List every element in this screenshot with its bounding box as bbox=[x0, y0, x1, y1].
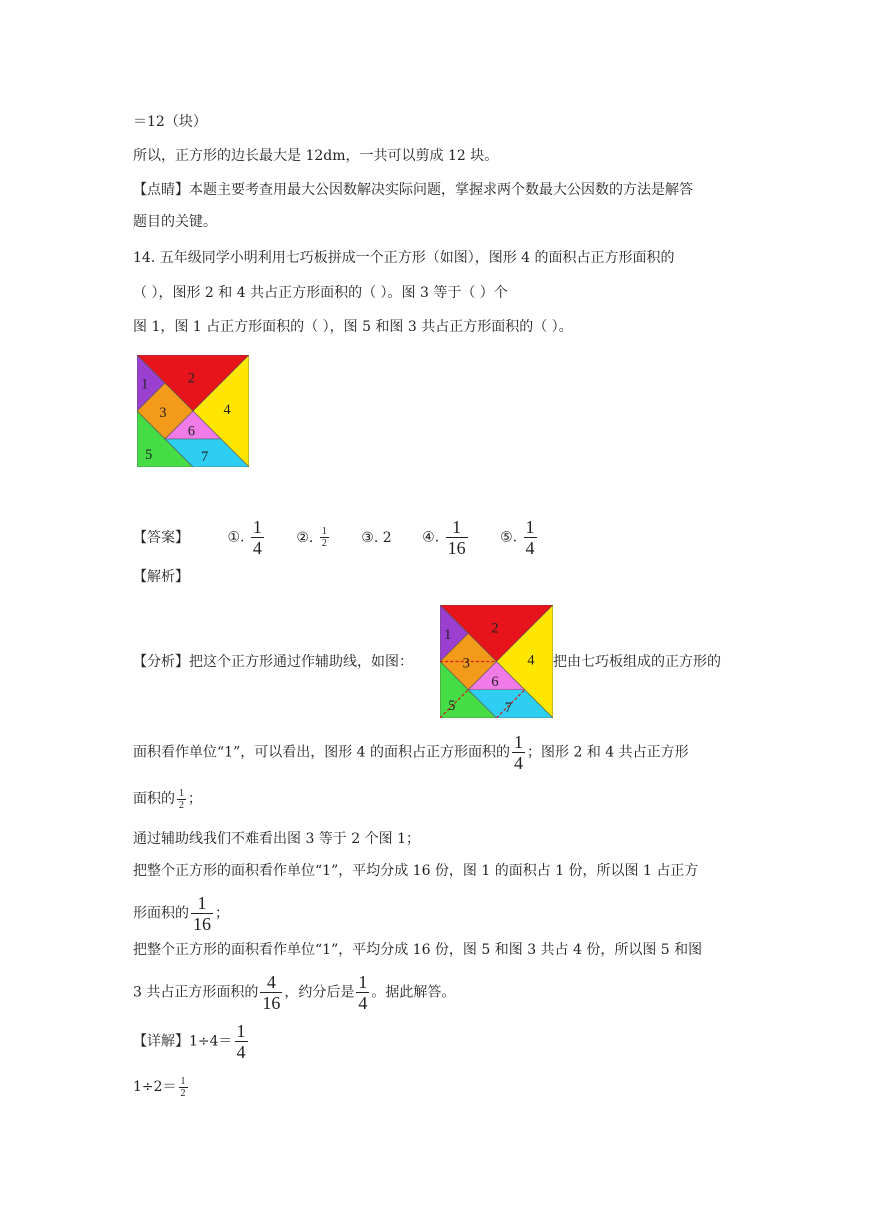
piece-label: 7 bbox=[504, 699, 512, 716]
piece-label: 6 bbox=[491, 674, 499, 691]
text-line: 题目的关键。 bbox=[133, 214, 217, 230]
fraction: $\frac{1}{16}$ bbox=[193, 893, 211, 934]
answer-label: 【答案】 bbox=[133, 529, 189, 546]
question-stem: 14. 五年级同学小明利用七巧板拼成一个正方形（如图），图形 4 的面积占正方形面积的 bbox=[133, 250, 675, 266]
text-line: 【点睛】本题主要考查用最大公因数解决实际问题，掌握求两个数最大公因数的方法是解答 bbox=[133, 182, 693, 198]
fraction: $\frac{1}{4}$ bbox=[236, 1021, 246, 1062]
answer-item: ⑤. $\frac{1}{4}$ bbox=[500, 517, 535, 558]
fraction: $\frac{1}{4}$ bbox=[252, 517, 262, 558]
piece-label: 3 bbox=[159, 405, 167, 422]
fraction: $\frac{1}{2}$ bbox=[179, 787, 184, 811]
analysis-text: 把整个正方形的面积看作单位“1”，平均分成 16 份，图 5 和图 3 共占 4 份，所以图 5 和图 bbox=[133, 942, 703, 958]
fraction: $\frac{1}{16}$ bbox=[447, 517, 466, 558]
piece-label: 2 bbox=[187, 370, 196, 387]
question-stem: （ ），图形 2 和 4 共占正方形面积的（ ）。图 3 等于（ ）个 bbox=[133, 285, 508, 301]
piece-label: 6 bbox=[187, 423, 196, 440]
fraction: $\frac{1}{4}$ bbox=[525, 517, 535, 558]
piece-label: 4 bbox=[223, 402, 231, 419]
analysis-text: 把由七巧板组成的正方形的 bbox=[553, 654, 721, 670]
piece-label: 3 bbox=[462, 655, 470, 672]
analysis-text: 3 共占正方形面积的 $\frac{4}{16}$ ，约分后是 $\frac{1}{4}$ 。据此解答。 bbox=[133, 972, 456, 1013]
piece-label: 1 bbox=[141, 376, 149, 393]
fraction: $\frac{1}{2}$ bbox=[180, 1075, 186, 1099]
detail-text: 1÷2＝ $\frac{1}{2}$ bbox=[133, 1075, 186, 1099]
answer-item: ②. $\frac{1}{2}$ bbox=[296, 526, 327, 549]
fraction: $\frac{1}{4}$ bbox=[514, 732, 524, 773]
text-line: 所以，正方形的边长最大是 12dm，一共可以剪成 12 块。 bbox=[133, 148, 499, 164]
fraction: $\frac{1}{4}$ bbox=[358, 972, 368, 1013]
piece-label: 7 bbox=[201, 448, 209, 465]
piece-label: 4 bbox=[527, 652, 535, 669]
detail-text: 【详解】1÷4＝ $\frac{1}{4}$ bbox=[133, 1021, 246, 1062]
question-stem: 图 1，图 1 占正方形面积的（ ），图 5 和图 3 共占正方形面积的（ ）。 bbox=[133, 319, 573, 335]
analysis-text: 把整个正方形的面积看作单位“1”，平均分成 16 份，图 1 的面积占 1 份，所以图 1 占正方 bbox=[133, 863, 699, 879]
answer-item: ③. 2 bbox=[361, 529, 392, 546]
analysis-text: 【分析】把这个正方形通过作辅助线，如图： bbox=[133, 654, 413, 670]
analysis-text: 通过辅助线我们不难看出图 3 等于 2 个图 1； bbox=[133, 831, 420, 847]
analysis-text: 面积的 $\frac{1}{2}$ ； bbox=[133, 787, 202, 811]
analysis-text: 面积看作单位“1”，可以看出，图形 4 的面积占正方形面积的 $\frac{1}{4}$ ；图形 2 和 4 共占正方形 bbox=[133, 732, 689, 773]
fraction: $\frac{4}{16}$ bbox=[262, 972, 281, 1013]
answer-item: ①. $\frac{1}{4}$ bbox=[227, 517, 262, 558]
piece-label: 2 bbox=[491, 620, 499, 637]
tangram-figure bbox=[137, 355, 249, 467]
text-line: ＝12（块） bbox=[133, 114, 207, 130]
piece-label: 5 bbox=[448, 697, 456, 714]
piece-label: 5 bbox=[145, 446, 153, 463]
answer-row bbox=[133, 517, 565, 558]
answer-item: ④. $\frac{1}{16}$ bbox=[422, 517, 466, 558]
analysis-label: 【解析】 bbox=[133, 569, 189, 585]
piece-label: 1 bbox=[444, 626, 452, 643]
tangram-figure-auxiliary bbox=[440, 605, 553, 718]
analysis-text: 形面积的 $\frac{1}{16}$ ； bbox=[133, 893, 229, 934]
fraction: $\frac{1}{2}$ bbox=[321, 526, 327, 549]
